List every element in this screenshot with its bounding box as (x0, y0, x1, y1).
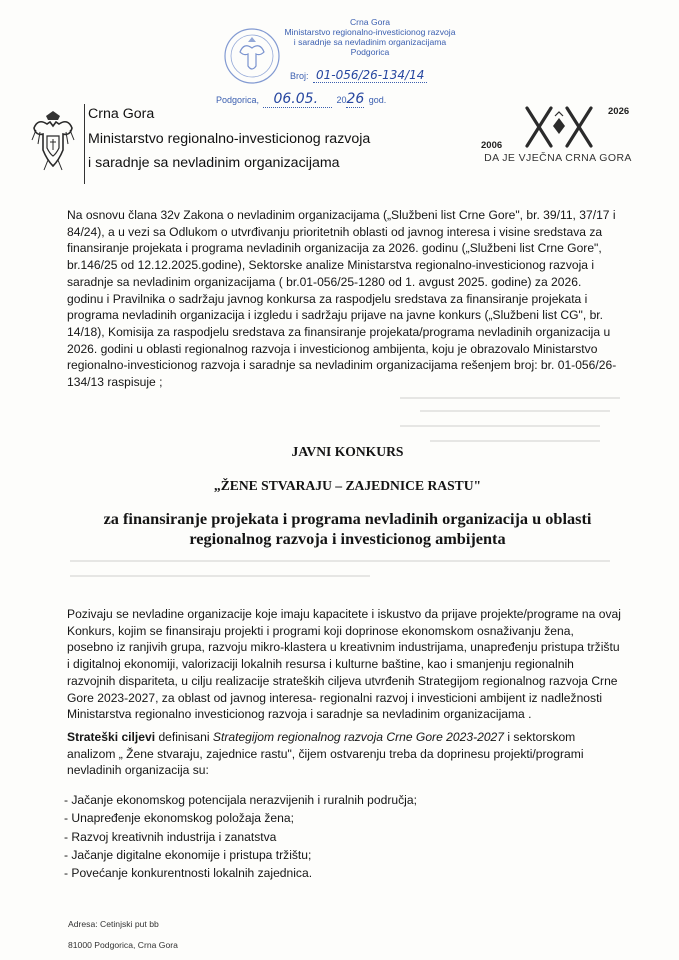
logo-year-left: 2006 (481, 140, 503, 151)
list-item: - Razvoj kreativnih industrija i zanatstva (64, 829, 277, 844)
text-line: finansiranje projekata i programa nevladinih organizacija za 2026. godinu („Službeni list Crne Gore", (67, 241, 602, 256)
broj-label: Broj: (290, 71, 309, 81)
list-item: - Unapređenje ekonomskog položaja žena; (64, 811, 294, 826)
header-ministry: Ministarstvo regionalno-investicionog razvoja (88, 131, 371, 147)
header-divider (84, 104, 85, 184)
stamp-text (260, 17, 480, 57)
goals-paragraph (67, 729, 628, 779)
text-line: Pozivaju se nevladine organizacije koje imaju kapacitete i iskustvo da prijave projekte/programe na ovaj (67, 607, 621, 621)
title-subject-2: regionalnog razvoja i investicionog ambijenta (189, 529, 506, 548)
text-line: regionalno-investicionog razvoja i saradnje sa nevladinim organizacijama rešenjem broj: br. 01-056/26- (67, 358, 617, 373)
coat-of-arms-icon (30, 110, 76, 172)
stamp-line: Podgorica (350, 47, 390, 57)
call-paragraph (67, 606, 628, 723)
bleed-through (400, 397, 620, 399)
bleed-through (70, 575, 370, 577)
footer-address: Adresa: Cetinjski put bb (68, 919, 159, 929)
bleed-through (420, 410, 610, 412)
text-line: saradnje sa nevladinim organizacijama ( br.01-056/25-1280 od 1. avgust 2025. godine) za 2026. (67, 274, 582, 289)
logo-year-right: 2026 (608, 106, 630, 117)
header-country: Crna Gora (88, 106, 155, 122)
text-line: Na osnovu člana 32v Zakona o nevladinim organizacijama („Službeni list Crne Gore", br. 39/11, 37/17 i (67, 208, 616, 222)
list-item: - Jačanje digitalne ekonomije i pristupa tržištu; (64, 847, 312, 862)
text-line: posebno iz ranjivih grupa, razvoju mikro-klastera u kreativnim industrijama, unapređenju pristupa tržištu (67, 640, 620, 655)
stamp-line: Crna Gora (349, 17, 391, 27)
date-value: 06.05. (263, 91, 332, 108)
broj-value: 01-056/26-134/14 (313, 68, 427, 83)
list-item: - Povećanje konkurentnosti lokalnih zajednica. (64, 866, 313, 881)
stamp-broj (290, 66, 460, 82)
bleed-through (70, 560, 610, 562)
text-line: 2026. godini u oblasti regionalnog razvoja i investicionog ambijenta, koju je obrazovalo Ministarstvo (67, 341, 598, 356)
text-line: nevladinih organizacija su: (67, 763, 209, 778)
bleed-through (400, 425, 600, 427)
text-line: Gore 2023-2027, za oblast od javnog interesa- regionalni razvoj i investicioni ambijent iz nadležnosti (67, 690, 603, 705)
text-line: analizom „ Žene stvaraju, zajednice rastu", čijem ostvarenju treba da doprinesu projekti/programi (67, 746, 584, 761)
title-konkurs: JAVNI KONKURS (291, 444, 404, 459)
title-name: „ŽENE STVARAJU – ZAJEDNICE RASTU" (213, 478, 482, 493)
footer-city: 81000 Podgorica, Crna Gora (68, 940, 178, 950)
goals-text: i sektorskom (504, 730, 576, 744)
logo-tagline: DA JE VJEČNA CRNA GORA (484, 152, 632, 164)
text-line: 84/24), a u vezi sa Odlukom o utvrđivanju prioritetnih oblasti od javnog interesa i visine sredstava za (67, 224, 603, 239)
stamp-line: i saradnje sa nevladinim organizacijama (293, 37, 447, 47)
text-line: i digitalnoj ekonomiji, valorizaciji lokalnih resursa i kulturne baštine, kao i smanjenju regionalnih (67, 657, 574, 672)
text-line: br.146/25 od 12.12.2025.godine), Sektorske analize Ministarstva regionalno-investicionog razvoja i (67, 258, 595, 273)
text-line: razvojnih dispariteta, u cilju realizacije strateških ciljeva utvrđenih Strategijom regionalnog razvoja Crne (67, 673, 618, 688)
anniversary-logo (505, 104, 617, 150)
text-line: programa nevladinih organizacija i izgledu i sadržaju prijave na javne konkurs („Službeni list CG", br. (67, 308, 604, 323)
goals-text: definisani (155, 730, 213, 744)
goals-strategy: Strategijom regionalnog razvoja Crne Gore 2023-2027 (212, 730, 505, 744)
goals-label: Strateški ciljevi (67, 730, 156, 744)
text-line: 134/13 raspisuje ; (67, 375, 163, 390)
text-line: 14/18), Komisija za raspodjelu sredstava za finansiranje projekata/programa nevladinih organizacija u (67, 324, 611, 339)
god-label: god. (368, 95, 387, 105)
goals-list (64, 791, 417, 882)
bleed-through (430, 440, 600, 442)
stamp-line: Ministarstvo regionalno-investicionog razvoja (284, 27, 456, 37)
place-label: Podgorica, (216, 95, 260, 105)
title-subject: za finansiranje projekata i programa nevladinih organizacija u oblasti (103, 509, 592, 528)
header-ministry-2: i saradnje sa nevladinim organizacijama (88, 155, 340, 171)
text-line: Ministarstva regionalno investicionog razvoja i saradnje sa nevladinim organizacijama . (67, 707, 532, 722)
text-line: godinu i Pravilnika o sadržaju javnog konkursa za raspodjelu sredstava za finansiranje projekata i (67, 291, 588, 306)
list-item: - Jačanje ekonomskog potencijala nerazvijenih i ruralnih područja; (64, 793, 417, 807)
stamp-date (216, 90, 466, 110)
year-prefix: 20 (336, 95, 347, 105)
text-line: Konkurs, kojim se finansiraju projekti i programi koji doprinose ekonomskom osnaživanju žena, (67, 623, 574, 638)
intro-paragraph (67, 207, 628, 391)
year-suffix: 26 (346, 91, 365, 107)
text-line (67, 729, 628, 746)
